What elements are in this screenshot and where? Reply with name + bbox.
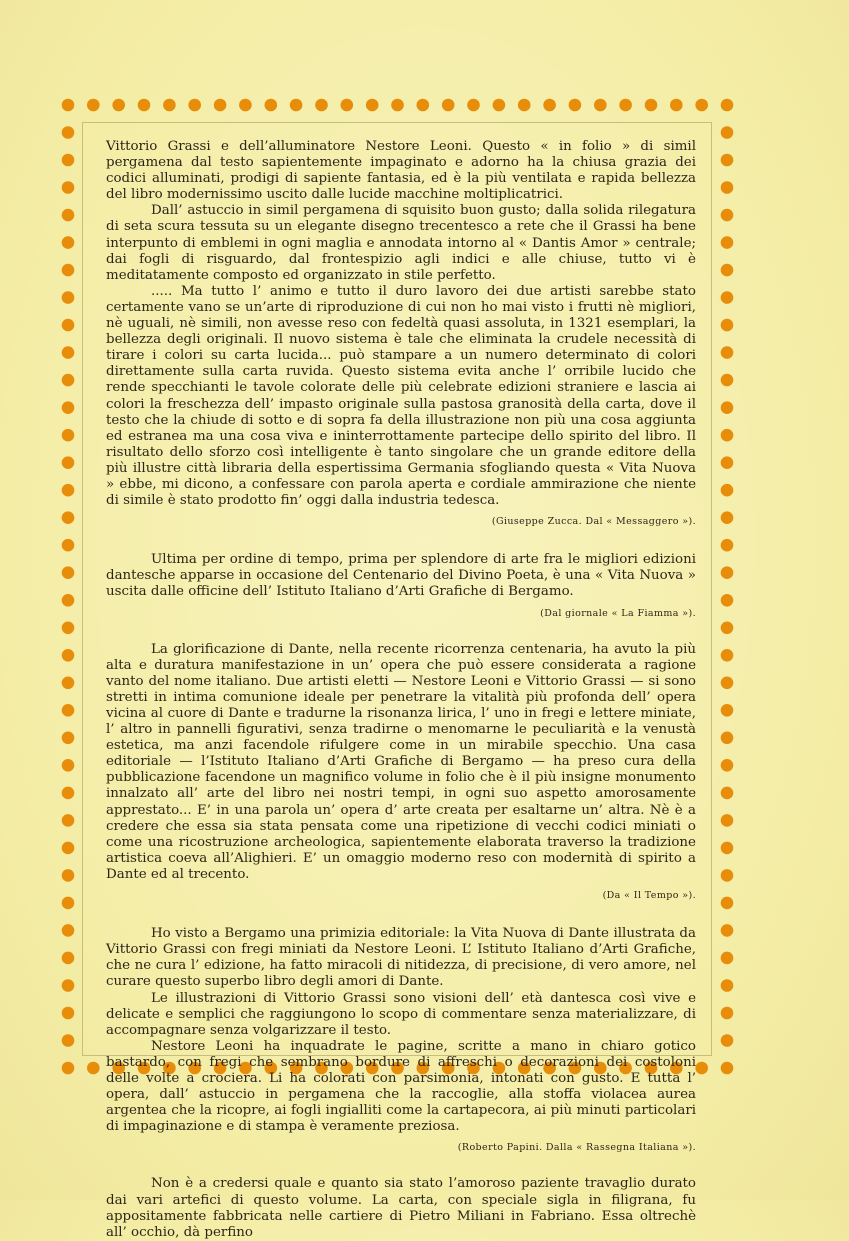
border-dot <box>62 677 75 690</box>
border-dot <box>62 154 75 167</box>
border-dot <box>62 594 75 607</box>
border-dot <box>721 346 734 359</box>
border-dot <box>163 99 176 112</box>
border-dot <box>721 677 734 690</box>
border-dot <box>721 1062 734 1075</box>
border-dot <box>391 99 404 112</box>
border-dot <box>721 732 734 745</box>
border-dot <box>290 99 303 112</box>
source-citation: (Dal giornale « La Fiamma »). <box>540 607 696 619</box>
border-dot <box>366 99 379 112</box>
paragraph: Le illustrazioni di Vittorio Grassi sono visioni dell’ età dantesca così vive e delicate e semplici che raggiungono lo scopo di commentare senza materializzare, di accompagnare senza volgarizzare il testo. <box>106 990 696 1038</box>
border-dot <box>569 99 582 112</box>
border-dot <box>721 99 734 112</box>
border-dot <box>721 539 734 552</box>
border-dot <box>721 704 734 717</box>
border-dot <box>721 1007 734 1020</box>
paragraph: Vittorio Grassi e dell’alluminatore Nestore Leoni. Questo « in folio » di simil pergamena dal testo sapientemente impaginato e adorno ha la chiusa grazia dei codici alluminati, prodigi di sapiente fantasia, ed è la più ventilata e rapida bellezza del libro modernissimo uscito dalle lucide macchine moltiplicatrici. <box>106 139 696 203</box>
border-dot <box>62 456 75 469</box>
paragraph: Non è a credersi quale e quanto sia stato l’amoroso paziente travaglio durato dai vari artefici di questo volume. La carta, con speciale sigla in filigrana, fu appositamente fabbricata nelle cartiere di Pietro Miliani in Fabriano. Essa oltrechè all’ occhio, dà perfino <box>106 1176 696 1240</box>
border-dot <box>721 456 734 469</box>
border-dot <box>62 924 75 937</box>
paragraph: Dall’ astuccio in simil pergamena di squisito buon gusto; dalla solida rilegatura di seta scura tessuta su un elegante disegno trecentesco a rete che il Grassi ha bene interpunto di emblemi in ogni maglia e annodata intorno al « Dantis Amor » centrale; dai fogli di risguardo, dal frontespizio agli indici e alle chiuse, tutto vi è meditatamente composto ed organizzato in stile perfetto. <box>106 203 696 283</box>
border-dot <box>721 374 734 387</box>
border-dot <box>721 979 734 992</box>
border-dot <box>62 401 75 414</box>
border-dot <box>721 649 734 662</box>
border-dot <box>62 897 75 910</box>
border-dot <box>62 511 75 524</box>
border-dot <box>62 979 75 992</box>
border-dot <box>467 99 480 112</box>
paragraph: ..... Ma tutto l’ animo e tutto il duro lavoro dei due artisti sarebbe stato certamente vano se un’arte di riproduzione di cui non ho mai visto i frutti nè migliori, nè uguali, nè simili, non avesse reso con fedeltà quasi assoluta, in 1321 esemplari, la bellezza degli originali. Il nuovo sistema è tale che eliminata la crudele necessità di tirare i colori su carta lucida... può stampare a un numero determinato di colori direttamente sulla carta ruvida. Questo sistema evita anche l’ orribile lucido che rende specchianti le tavole colorate delle più celebrate edizioni straniere e lascia ai colori la freschezza dell’ impasto originale sulla pastosa granosità della carta, dove il testo che la chiude di sotto e di sopra fa della illustrazione non più una cosa aggiunta ed estranea ma una cosa viva e ininterrottamente partecipe dello spirito del libro. Il risultato dello sforzo così intelligente è tanto singolare che un grande editore della più illustre città libraria della espertissima Germania sfogliando questa « Vita Nuova » ebbe, mi dicono, a confessare con parola aperta e cordiale ammirazione che niente di simile è stato prodotto fin’ oggi dalla industria tedesca. <box>106 283 696 509</box>
border-dot <box>721 154 734 167</box>
border-dot <box>721 1034 734 1047</box>
source-citation: (Da « Il Tempo »). <box>602 890 696 902</box>
border-dot <box>721 759 734 772</box>
border-dot <box>62 814 75 827</box>
border-dot <box>721 484 734 497</box>
document-text <box>106 139 696 1241</box>
border-dot <box>721 264 734 277</box>
border-dot <box>721 181 734 194</box>
border-dot <box>721 291 734 304</box>
border-dot <box>721 511 734 524</box>
border-dot <box>721 209 734 222</box>
border-dot <box>87 99 100 112</box>
border-dot <box>695 1062 708 1075</box>
border-dot <box>87 1062 100 1075</box>
border-dot <box>62 264 75 277</box>
border-dot <box>721 401 734 414</box>
paragraph: La glorificazione di Dante, nella recente ricorrenza centenaria, ha avuto la più alta e duratura manifestazione in un’ opera che può essere considerata a ragione vanto del nome italiano. Due artisti eletti — Nestore Leoni e Vittorio Grassi — si sono stretti in intima comunione ideale per penetrare la vitalità più profonda dell’ opera vicina al cuore di Dante e tradurne la risonanza lirica, l’ uno in fregi e lettere miniate, l’ altro in pannelli figurativi, senza tradirne o menomarne le peculiarità e la venustà estetica, ma anzi facendole rifulgere come in un mirabile specchio. Una casa editoriale — l’Istituto Italiano d’Arti Grafiche di Bergamo — ha preso cura della pubblicazione facendone un magnifico volume in folio che è il più insigne monumento innalzato all’ arte del libro nei nostri tempi, in ogni suo aspetto amorosamente apprestato... E’ in una parola un’ opera d’ arte creata per esaltarne un’ altra. Nè è a credere che essa sia stata pensata come una ripetizione di vecchi codici miniati o come una ricostruzione archeologica, sapientemente elaborata traverso la tradizione artistica coeva all’Alighieri. E’ un omaggio moderno reso con modernità di spirito a Dante ed al trecento. <box>106 641 696 882</box>
border-dot <box>695 99 708 112</box>
border-dot <box>265 99 278 112</box>
border-dot <box>214 99 227 112</box>
border-dot <box>62 566 75 579</box>
border-dot <box>62 732 75 745</box>
border-dot <box>721 814 734 827</box>
border-dot <box>721 594 734 607</box>
border-dot <box>721 566 734 579</box>
border-dot <box>239 99 252 112</box>
source-citation: (Roberto Papini. Dalla « Rassegna Italiana »). <box>457 1142 696 1154</box>
border-dot <box>721 869 734 882</box>
border-dot <box>619 99 632 112</box>
border-dot <box>721 842 734 855</box>
border-dot <box>62 99 75 112</box>
border-dot <box>62 1007 75 1020</box>
border-dot <box>62 1034 75 1047</box>
border-dot <box>721 319 734 332</box>
border-dot <box>594 99 607 112</box>
border-dot <box>721 126 734 139</box>
border-dot <box>62 952 75 965</box>
paragraph: Ultima per ordine di tempo, prima per splendore di arte fra le migliori edizioni dantesche apparse in occasione del Centenario del Divino Poeta, è una « Vita Nuova » uscita dalle officine dell’ Istituto Italiano d’Arti Grafiche di Bergamo. <box>106 552 696 600</box>
border-dot <box>62 126 75 139</box>
border-dot <box>62 429 75 442</box>
border-dot <box>62 622 75 635</box>
border-dot <box>543 99 556 112</box>
border-dot <box>62 374 75 387</box>
border-dot <box>62 181 75 194</box>
border-dot <box>62 1062 75 1075</box>
border-dot <box>62 484 75 497</box>
border-dot <box>112 99 125 112</box>
border-dot <box>493 99 506 112</box>
border-dot <box>62 291 75 304</box>
border-dot <box>341 99 354 112</box>
border-dot <box>417 99 430 112</box>
border-dot <box>62 209 75 222</box>
border-dot <box>721 236 734 249</box>
border-dot <box>62 869 75 882</box>
border-dot <box>721 924 734 937</box>
border-dot <box>62 649 75 662</box>
border-dot <box>721 429 734 442</box>
border-dot <box>721 787 734 800</box>
paragraph: Nestore Leoni ha inquadrate le pagine, scritte a mano in chiaro gotico bastardo, con fregi che sembrano bordure di affreschi o decorazioni dei costoloni delle volte a crociera. Li ha colorati con parsimonia, intonati con gusto. E tutta l’ opera, dall’ astuccio in pergamena che la raccoglie, alla stoffa violacea aurea argentea che la ricopre, ai fogli ingialliti come la cartapecora, ai più minuti particolari di impaginazione e di stampa è veramente preziosa. <box>106 1038 696 1135</box>
border-dot <box>721 952 734 965</box>
border-dot <box>62 539 75 552</box>
border-dot <box>62 759 75 772</box>
paragraph: Ho visto a Bergamo una primizia editoriale: la Vita Nuova di Dante illustrata da Vittorio Grassi con fregi miniati da Nestore Leoni. L’ Istituto Italiano d’Arti Grafiche, che ne cura l’ edizione, ha fatto miracoli di nitidezza, di precisione, di vero amore, nel curare questo superbo libro degli amori di Dante. <box>106 926 696 990</box>
border-dot <box>188 99 201 112</box>
border-dot <box>62 319 75 332</box>
border-dot <box>721 622 734 635</box>
border-dot <box>62 704 75 717</box>
border-dot <box>645 99 658 112</box>
border-dot <box>62 346 75 359</box>
border-dot <box>62 236 75 249</box>
border-dot <box>670 99 683 112</box>
border-dot <box>62 787 75 800</box>
border-dot <box>518 99 531 112</box>
border-dot <box>442 99 455 112</box>
border-dot <box>721 897 734 910</box>
source-citation: (Giuseppe Zucca. Dal « Messaggero »). <box>491 516 696 528</box>
border-dot <box>138 99 151 112</box>
border-dot <box>315 99 328 112</box>
border-dot <box>62 842 75 855</box>
